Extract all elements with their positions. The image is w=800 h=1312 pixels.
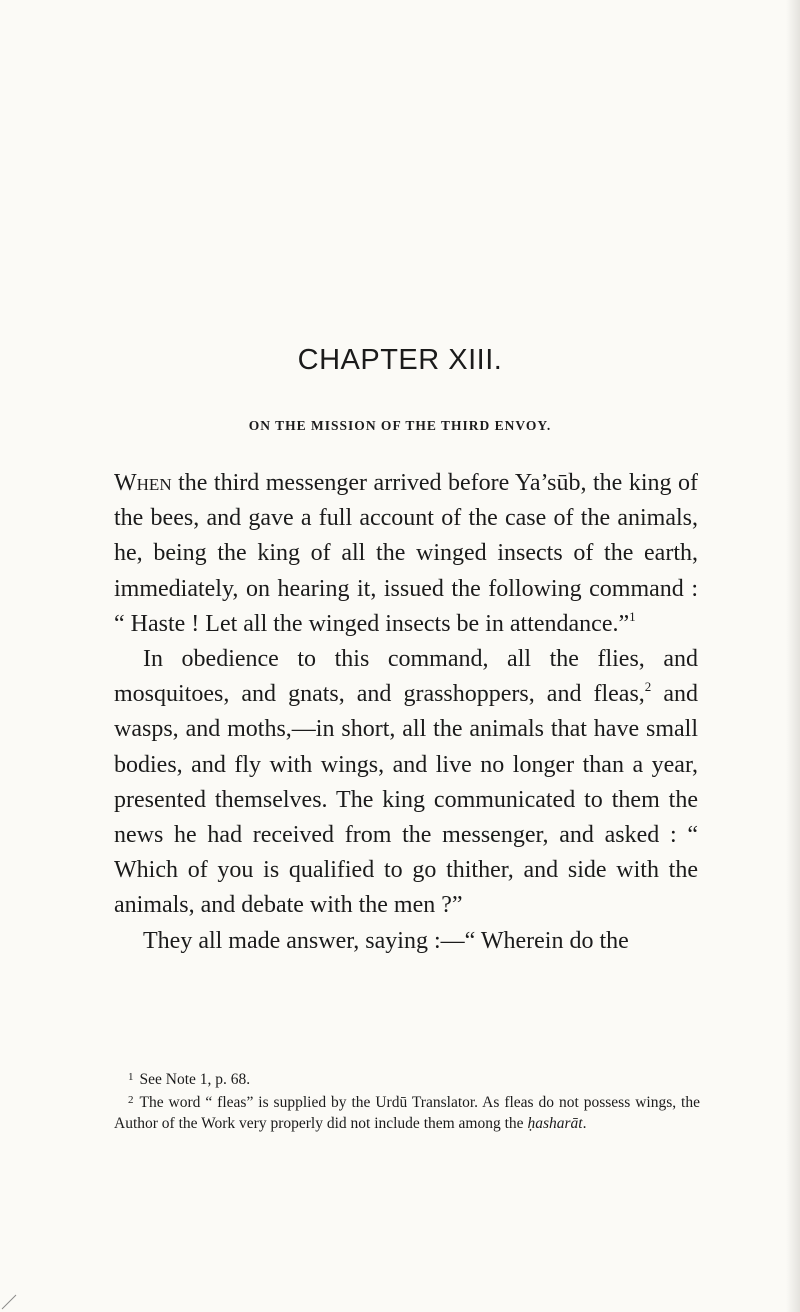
chapter-subtitle: ON THE MISSION OF THE THIRD ENVOY.	[248, 418, 552, 433]
page-edge-shadow	[786, 0, 800, 1312]
footnote-reference-2: 2	[644, 679, 652, 695]
paragraph-1	[114, 466, 698, 642]
footnote-reference-1: 1	[629, 608, 636, 624]
chapter-body	[114, 466, 698, 959]
paragraph-lead-word: When	[114, 470, 172, 496]
footnote-term: ḥasharāt	[527, 1115, 583, 1132]
footnote-text: See Note 1, p. 68.	[139, 1071, 251, 1088]
paragraph-1-text: the third messenger arrived before Ya’sūb, the king of the bees, and gave a full account of the case of the animals, he, being the king of all the winged insects of the earth, immediately, on hearing it, issued the following command : “ Haste ! Let all the winged insects be in attendance.”	[114, 470, 698, 637]
paragraph-2	[114, 642, 698, 924]
scan-mark-icon	[0, 1294, 20, 1310]
footnote-marker: 2	[128, 1094, 134, 1106]
footnote-1	[114, 1067, 700, 1090]
paragraph-2-text-a: In obedience to this command, all the flies, and mosquitoes, and gnats, and grasshoppers, and fleas,	[114, 646, 698, 708]
chapter-title: CHAPTER XIII.	[297, 344, 503, 376]
footnote-text-end: .	[582, 1115, 587, 1132]
footnote-marker: 1	[128, 1071, 134, 1083]
footnote-text: The word “ fleas” is supplied by the Urdū Translator. As fleas do not possess wings, the Author of the Work very properly did not include them among the	[114, 1094, 700, 1132]
footnote-2	[114, 1090, 700, 1134]
paragraph-3: They all made answer, saying :—“ Wherein do the	[143, 927, 629, 954]
paragraph-2-text-b: and wasps, and moths,—in short, all the animals that have small bodies, and fly with wings, and live no longer than a year, presented themselves. The king communicated to them the news he had received from the messenger, and asked : “ Which of you is qualified to go thither, and side with the animals, and debate with the men ?”	[114, 681, 698, 919]
footnotes	[114, 1067, 700, 1134]
